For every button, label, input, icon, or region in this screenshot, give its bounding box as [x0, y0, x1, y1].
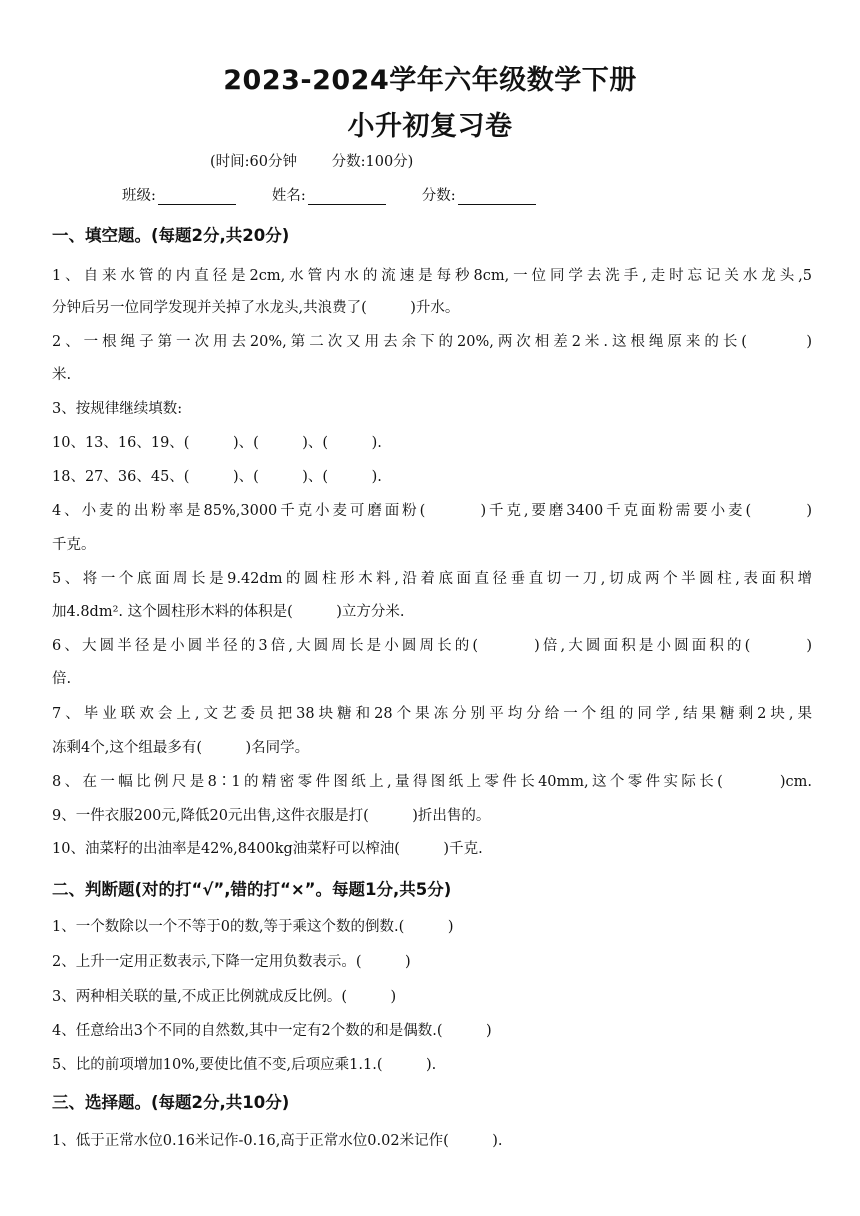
question-line: 米.: [52, 367, 72, 383]
question-line: 1、自来水管的内直径是2cm,水管内水的流速是每秒8cm,一位同学去洗手,走时忘记关水龙头,5: [52, 268, 812, 284]
name-blank[interactable]: [308, 188, 386, 205]
question-line: 3、按规律继续填数:: [52, 401, 183, 417]
question-line: 1、一个数除以一个不等于0的数,等于乘这个数的倒数.( ): [52, 919, 454, 935]
question-line: 4、任意给出3个不同的自然数,其中一定有2个数的和是偶数.( ): [52, 1023, 492, 1039]
section-heading-fill: 一、填空题。(每题2分,共20分): [52, 226, 290, 245]
score-blank[interactable]: [458, 188, 536, 205]
question-line: 2、上升一定用正数表示,下降一定用负数表示。( ): [52, 954, 411, 970]
name-label: 姓名:: [271, 188, 306, 204]
question-line: 4、小麦的出粉率是85%,3000千克小麦可磨面粉( )千克,要磨3400千克面粉需要小麦( ): [52, 503, 812, 519]
question-line: 千克。: [52, 537, 96, 553]
score-label: 分数:: [421, 188, 456, 204]
page-title: 2023-2024学年六年级数学下册: [223, 65, 637, 96]
question-line: 10、13、16、19、( )、( )、( ).: [52, 435, 382, 451]
exam-meta: [210, 150, 443, 171]
time-limit: (时间:60分钟: [210, 154, 297, 170]
question-line: 1、低于正常水位0.16米记作-0.16,高于正常水位0.02米记作( ).: [52, 1133, 503, 1149]
section-heading-choice: 三、选择题。(每题2分,共10分): [52, 1093, 290, 1112]
class-field[interactable]: [122, 184, 236, 205]
question-line: 分钟后另一位同学发现并关掉了水龙头,共浪费了( )升水。: [52, 300, 460, 316]
section-heading-judge: 二、判断题(对的打“√”,错的打“×”。每题1分,共5分): [52, 880, 452, 899]
question-line: 加4.8dm². 这个圆柱形木料的体积是( )立方分米.: [52, 604, 405, 620]
question-line: 8、在一幅比例尺是8∶1的精密零件图纸上,量得图纸上零件长40mm,这个零件实际长( )cm.: [52, 774, 812, 790]
student-info: [122, 184, 572, 205]
question-line: 2、一根绳子第一次用去20%,第二次又用去余下的20%,两次相差2米.这根绳原来的长( ): [52, 334, 812, 350]
question-line: 冻剩4个,这个组最多有( )名同学。: [52, 740, 310, 756]
score-field[interactable]: [422, 184, 536, 205]
question-line: 7、毕业联欢会上,文艺委员把38块糖和28个果冻分别平均分给一个组的同学,结果糖剩2块,果: [52, 706, 812, 722]
question-line: 倍.: [52, 671, 72, 687]
question-line: 9、一件衣服200元,降低20元出售,这件衣服是打( )折出售的。: [52, 808, 491, 824]
question-line: 5、将一个底面周长是9.42dm的圆柱形木料,沿着底面直径垂直切一刀,切成两个半圆柱,表面积增: [52, 571, 812, 587]
question-line: 10、油菜籽的出油率是42%,8400kg油菜籽可以榨油( )千克.: [52, 841, 483, 857]
question-line: 3、两种相关联的量,不成正比例就成反比例。( ): [52, 989, 397, 1005]
question-line: 18、27、36、45、( )、( )、( ).: [52, 469, 382, 485]
question-line: 5、比的前项增加10%,要使比值不变,后项应乘1.1.( ).: [52, 1057, 437, 1073]
total-score: 分数:100分): [331, 154, 414, 170]
page-subtitle: 小升初复习卷: [347, 111, 513, 142]
question-line: 6、大圆半径是小圆半径的3倍,大圆周长是小圆周长的( )倍,大圆面积是小圆面积的( ): [52, 638, 812, 654]
class-blank[interactable]: [158, 188, 236, 205]
name-field[interactable]: [272, 184, 386, 205]
class-label: 班级:: [122, 188, 156, 204]
